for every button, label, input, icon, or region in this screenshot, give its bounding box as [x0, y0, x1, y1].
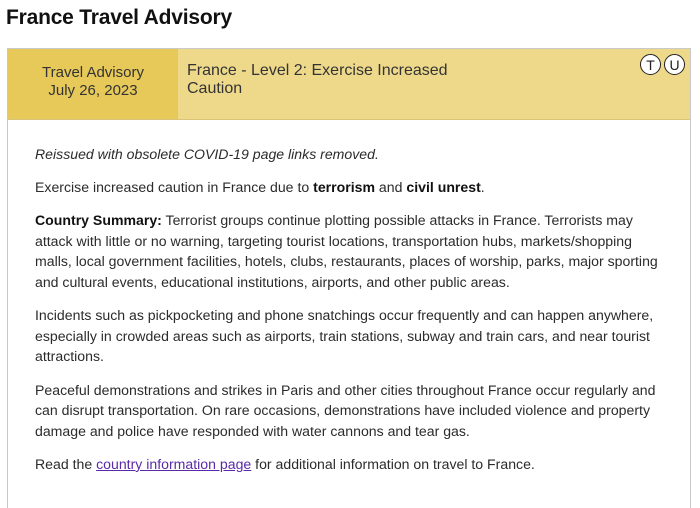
caution-suffix: .	[480, 178, 485, 195]
caution-term-civil-unrest: civil unrest	[406, 178, 481, 195]
advisory-body	[8, 120, 690, 475]
country-summary-label: Country Summary:	[35, 212, 162, 228]
advisory-label: Travel Advisory	[42, 64, 144, 81]
advisory-date: July 26, 2023	[48, 82, 138, 99]
read-more-paragraph	[35, 454, 670, 475]
unrest-indicator-badge[interactable]: U	[664, 54, 685, 75]
incidents-paragraph: Incidents such as pickpocketing and phone snatchings occur frequently and can happen anywhere, especially in crowded areas such as airports, train stations, subway and train cars, and near tourist attractions.	[35, 307, 654, 364]
caution-prefix: Exercise increased caution in France due to	[35, 178, 314, 195]
advisory-card	[7, 48, 691, 508]
indicator-badges	[640, 54, 685, 75]
advisory-level-title: France - Level 2: Exercise Increased Caution	[187, 62, 448, 97]
terrorism-indicator-badge[interactable]: T	[640, 54, 661, 75]
advisory-header	[8, 49, 690, 120]
caution-paragraph	[35, 177, 670, 198]
read-more-suffix: for additional information on travel to France.	[251, 456, 535, 472]
reissued-note: Reissued with obsolete COVID-19 page links removed.	[35, 146, 379, 162]
advisory-date-block	[8, 49, 178, 119]
read-more-prefix: Read the	[35, 456, 97, 472]
country-information-link[interactable]: country information page	[96, 456, 252, 472]
caution-middle: and	[375, 178, 407, 195]
page-title: France Travel Advisory	[6, 6, 232, 29]
demonstrations-paragraph: Peaceful demonstrations and strikes in Paris and other cities throughout France occur regularly and can disrupt transportation. On rare occasions, demonstrations have included violence and property damage and police have responded with water cannons and tear gas.	[35, 381, 656, 439]
country-summary-text: Terrorist groups continue plotting possible attacks in France. Terrorists may attack with little or no warning, targeting tourist locations, transportation hubs, markets/shopping malls, local government facilities, hotels, clubs, restaurants, places of worship, parks, major sporting and cultural events, educational institutions, airports, and other public areas.	[35, 212, 658, 290]
country-summary-paragraph	[35, 210, 670, 292]
caution-term-terrorism: terrorism	[313, 178, 376, 195]
